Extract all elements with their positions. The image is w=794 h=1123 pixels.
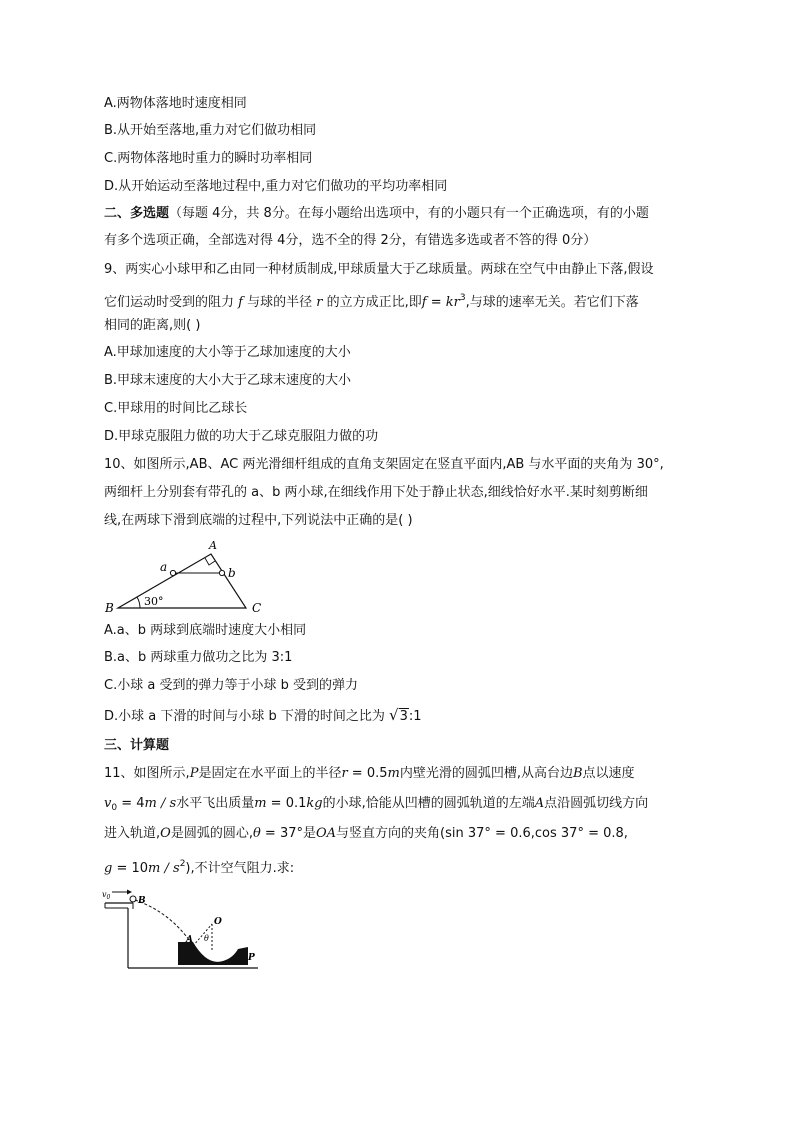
q9-formula-eq: =: [426, 295, 446, 310]
q9-text: 与球的半径: [247, 295, 313, 310]
q11-var-g: g: [104, 861, 113, 876]
q8-option-b: B.从开始至落地,重力对它们做功相同: [104, 123, 317, 138]
section3-title: 三、计算题: [104, 738, 170, 753]
q11-theta-value: = 37°: [260, 826, 303, 841]
q11-var-m: m: [254, 796, 267, 811]
section2-header: [104, 206, 649, 222]
groove-body: [178, 942, 248, 965]
q9-option-d: D.甲球克服阻力做的功大于乙球克服阻力做的功: [104, 429, 379, 444]
q11-text: ,: [530, 826, 535, 841]
velocity-arrowhead: [127, 890, 132, 895]
q10-line-2: 两细杆上分别套有带孔的 a、b 两小球,在细线作用下处于静止状态,细线恰好水平.某时刻剪断细: [104, 485, 648, 500]
section2-note-1: （每题 4分，共 8分。在每小题给出选项中，有的小题只有一个正确选项，有的小题: [169, 206, 649, 221]
q11-text: 是固定在水平面上的半径: [198, 766, 342, 781]
ball-a: [170, 570, 175, 575]
q9-formula-f: f: [421, 295, 427, 310]
q8-option-a: A.两物体落地时速度相同: [104, 96, 247, 111]
q11-text: 点沿圆弧切线方向: [544, 796, 649, 811]
q9-option-c: C.甲球用的时间比乙球长: [104, 401, 248, 416]
q11-var-O: O: [160, 826, 171, 841]
q9-line-3: 相同的距离,则( ): [104, 318, 201, 333]
q11-figure: [100, 888, 265, 973]
q9-line-1: 9、两实心小球甲和乙由同一种材质制成,甲球质量大于乙球质量。两球在空气中由静止下落,假设: [104, 262, 654, 277]
angle-arc: [137, 597, 140, 608]
q11-line-3: [104, 826, 628, 842]
section2-note-2: 有多个选项正确，全部选对得 4分，选不全的得 2分，有错选多选或者不答的得 0分）: [104, 233, 597, 248]
q10-option-d-tail: :1: [408, 709, 422, 724]
q11-var-v: v: [104, 796, 112, 811]
triangle-abc: [118, 554, 246, 608]
q11-unit-kg: kg: [306, 796, 323, 811]
q10-line-1: 10、如图所示,AB、AC 两光滑细杆组成的直角支架固定在竖直平面内,AB 与水平面的夹角为 30°,: [104, 457, 664, 472]
q11-sub-0: 0: [111, 803, 118, 813]
q11-text: ,: [623, 826, 628, 841]
q9-var-f: f: [238, 295, 243, 310]
q11-text: 11、如图所示,: [104, 766, 190, 781]
q10-line-3: 线,在两球下滑到底端的过程中,下列说法中正确的是( ): [104, 513, 413, 528]
label-angle: 30°: [144, 595, 164, 608]
sqrt-sign: √: [389, 706, 399, 724]
q11-line-2: [104, 796, 648, 816]
q9-formula-kr: kr: [445, 295, 460, 310]
q9-var-r: r: [316, 295, 323, 310]
q11-var-r: r: [341, 766, 348, 781]
ball-b: [219, 570, 224, 575]
q10-option-d-text: D.小球 a 下滑的时间与小球 b 下滑的时间之比为: [104, 709, 390, 724]
q11-line-4: [104, 856, 294, 877]
q11-text: 内壁光滑的圆弧凹槽,从高台边: [399, 766, 573, 781]
label-B: B: [105, 601, 114, 615]
q9-formula-exp: 3: [459, 293, 466, 303]
q11-var-A: A: [534, 796, 545, 811]
q9-option-b: B.甲球末速度的大小大于乙球末速度的大小: [104, 373, 352, 388]
q11-exp-2: 2: [179, 859, 186, 869]
label-A: A: [209, 539, 217, 552]
q9-text: 它们运动时受到的阻力: [104, 295, 235, 310]
q9-option-a: A.甲球加速度的大小等于乙球加速度的大小: [104, 345, 351, 360]
label-C: C: [252, 601, 262, 615]
right-angle-mark: [205, 558, 215, 565]
q9-line-2: [104, 290, 639, 311]
q11-unit-ms2: m / s: [148, 861, 180, 876]
q11-var-OA: OA: [316, 826, 337, 841]
q11-unit-ms: m / s: [144, 796, 177, 811]
label-P: P: [248, 953, 255, 963]
q10-option-d: [104, 707, 422, 725]
label-A: A: [186, 935, 193, 945]
ball: [130, 896, 136, 902]
q11-text: 进入轨道,: [104, 826, 161, 841]
q11-text: 与竖直方向的夹角(: [336, 826, 446, 841]
q11-text: 是: [302, 826, 316, 841]
q11-sin: sin 37° = 0.6: [445, 826, 531, 841]
q11-text: ),不计空气阻力.求:: [185, 861, 295, 876]
q11-line-1: [104, 766, 635, 782]
section2-title: 二、多选题: [104, 206, 170, 221]
q11-g-value: = 10: [112, 861, 149, 876]
q11-cos: cos 37° = 0.8: [534, 826, 624, 841]
q11-var-B: B: [572, 766, 583, 781]
q9-text: ,与球的速率无关。若它们下落: [465, 295, 639, 310]
q11-r-value: = 0.5: [347, 766, 388, 781]
q11-text: 水平飞出质量: [176, 796, 255, 811]
q9-text: 的立方成正比,即: [326, 295, 422, 310]
q11-var-P: P: [189, 766, 199, 781]
q11-m-value: = 0.1: [266, 796, 307, 811]
q11-text: 点以速度: [582, 766, 635, 781]
q10-option-b: B.a、b 两球重力做功之比为 3:1: [104, 650, 293, 665]
q11-text: 是圆弧的圆心,: [170, 826, 253, 841]
label-a: a: [160, 560, 168, 574]
radius-OA: [193, 924, 212, 946]
q8-option-d: D.从开始运动至落地过程中,重力对它们做功的平均功率相同: [104, 179, 448, 194]
trajectory-dashed: [135, 900, 192, 944]
q11-unit-m: m: [387, 766, 400, 781]
q10-figure: [100, 538, 270, 618]
q10-option-c: C.小球 a 受到的弹力等于小球 b 受到的弹力: [104, 678, 358, 693]
q11-var-theta: θ: [252, 826, 261, 841]
label-v0: $v_0$: [102, 890, 111, 901]
q10-option-a: A.a、b 两球到底端时速度大小相同: [104, 623, 307, 638]
sqrt-radicand: 3: [399, 709, 408, 724]
q11-text: 的小球,恰能从凹槽的圆弧轨道的左端: [322, 796, 535, 811]
q11-v0-value: = 4: [117, 796, 145, 811]
q8-option-c: C.两物体落地时重力的瞬时功率相同: [104, 151, 313, 166]
label-B: B: [138, 896, 146, 906]
label-O: O: [214, 917, 222, 927]
label-b: b: [228, 566, 236, 580]
label-theta: θ: [204, 934, 209, 943]
